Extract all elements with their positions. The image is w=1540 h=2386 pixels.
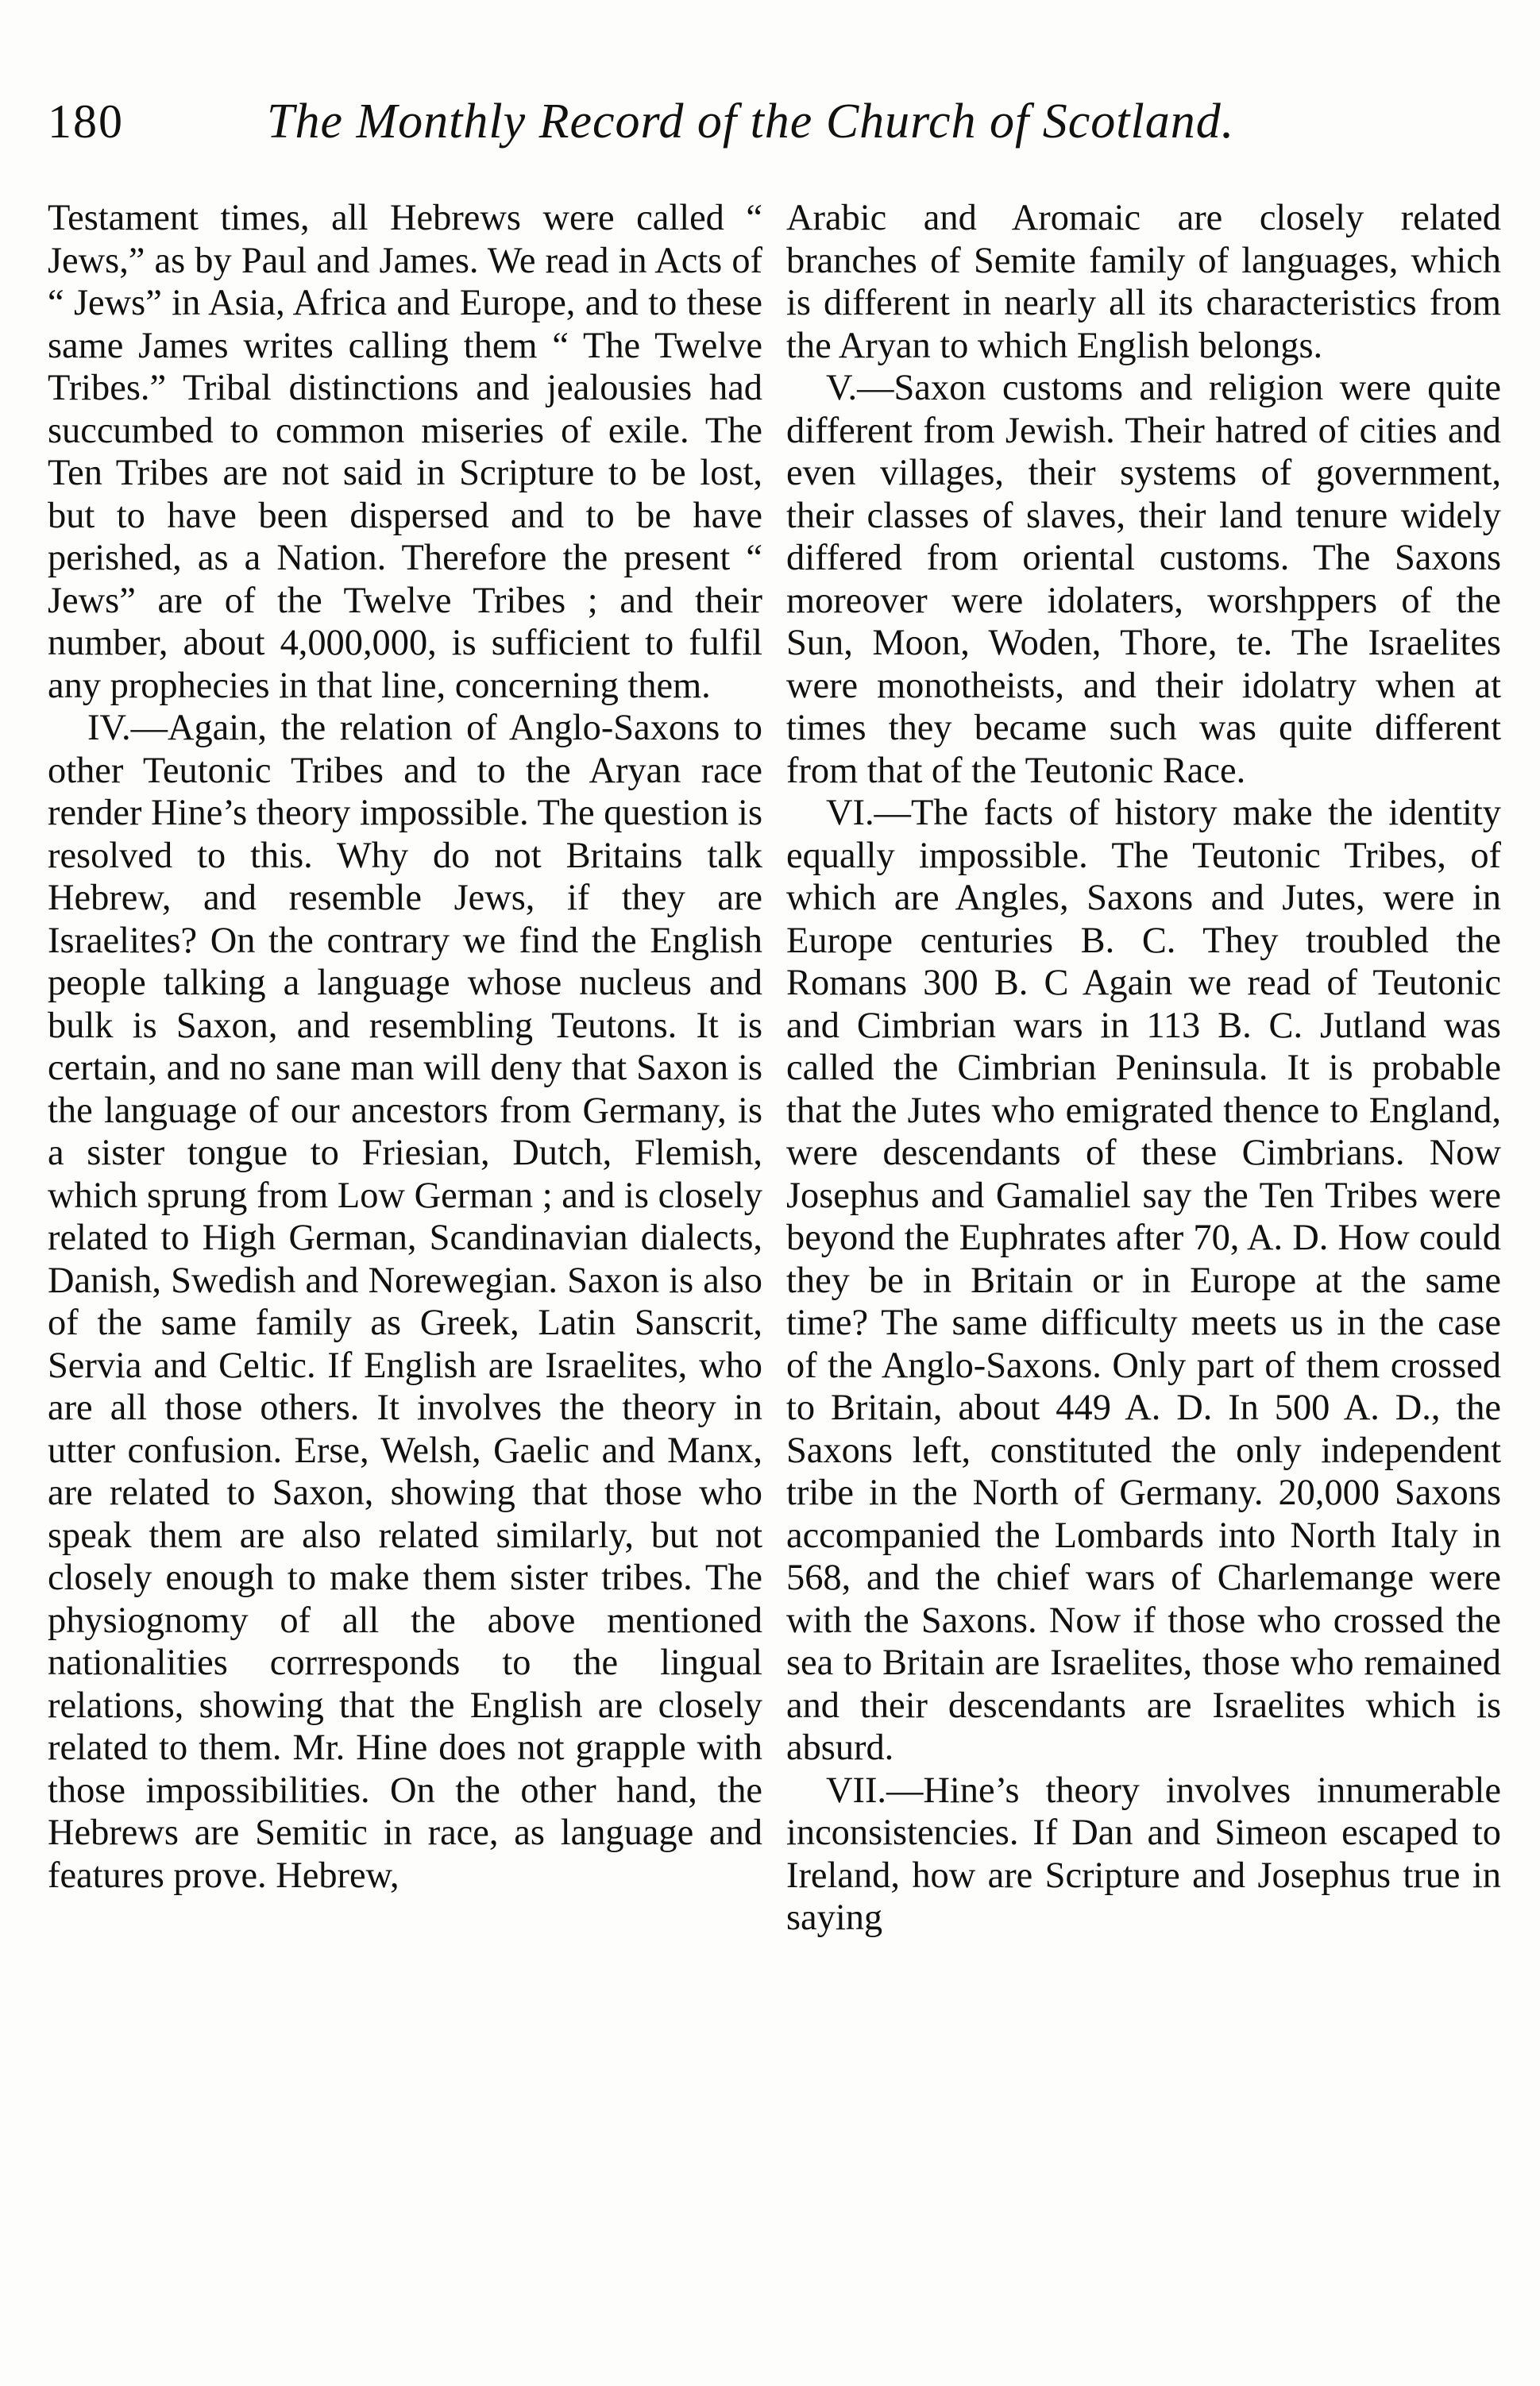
paragraph-right-2: V.—Saxon customs and religion were quite different from Jewish. Their hatred of cities and even villages, their systems of government, their classes of slaves, their land tenure widely differed from oriental customs. The Saxons moreover were idolaters, worshppers of the Sun, Moon, Woden, Thore, te. The Israelites were monotheists, and their idolatry when at times they became such was quite different from that of the Teutonic Race. xyxy=(786,368,1501,791)
paragraph-left-1: Testament times, all Hebrews were called “ Jews,” as by Paul and James. We read in Acts of “ Jews” in Asia, Africa and Europe, and to these same James writes calling them “ The Twelve Tribes.” Tribal distinctions and jealousies had succumbed to common miseries of exile. The Ten Tribes are not said in Scripture to be lost, but to have been dispersed and to be have perished, as a Nation. Therefore the present “ Jews” are of the Twelve Tribes ; and their number, about 4,000,000, is sufficient to fulfil any prophecies in that line, concerning them. xyxy=(48,198,762,706)
page-header xyxy=(48,94,1461,157)
paragraph-right-1: Arabic and Aromaic are closely related branches of Semite family of languages, which is different in nearly all its characteristics from the Aryan to which English belongs. xyxy=(786,198,1501,366)
running-title: The Monthly Record of the Church of Scotland. xyxy=(267,95,1235,149)
paragraph-right-4: VII.—Hine’s theory involves innumerable inconsistencies. If Dan and Simeon escaped to Ireland, how are Scripture and Josephus true in saying xyxy=(786,1770,1501,1938)
page-number: 180 xyxy=(48,95,124,148)
paragraph-left-2: IV.—Again, the relation of Anglo-Saxons to other Teutonic Tribes and to the Aryan race render Hine’s theory impossible. The question is resolved to this. Why do not Britains talk Hebrew, and resemble Jews, if they are Israelites? On the contrary we find the English people talking a language whose nucleus and bulk is Saxon, and resembling Teutons. It is certain, and no sane man will deny that Saxon is the language of our ancestors from Germany, is a sister tongue to Friesian, Dutch, Flemish, which sprung from Low German ; and is closely related to High German, Scandinavian dialects, Danish, Swedish and Norewegian. Saxon is also of the same family as Greek, Latin Sanscrit, Servia and Celtic. If English are Israelites, who are all those others. It involves the theory in utter confusion. Erse, Welsh, Gaelic and Manx, are related to Saxon, showing that those who speak them are also related similarly, but not closely enough to make them sister tribes. The physiognomy of all the above mentioned nationalities corrresponds to the lingual relations, showing that the English are closely related to them. Mr. Hine does not grapple with those impossibilities. On the other hand, the Hebrews are Semitic in race, as language and features prove. Hebrew, xyxy=(48,708,762,1896)
left-column xyxy=(48,197,762,2326)
paragraph-right-3: VI.—The facts of history make the identity equally impossible. The Teutonic Tribes, of which are Angles, Saxons and Jutes, were in Europe centuries B. C. They troubled the Romans 300 B. C Again we read of Teutonic and Cimbrian wars in 113 B. C. Jutland was called the Cimbrian Peninsula. It is probable that the Jutes who emigrated thence to England, were descendants of these Cimbrians. Now Josephus and Gamaliel say the Ten Tribes were beyond the Euphrates after 70, A. D. How could they be in Britain or in Europe at the same time? The same difficulty meets us in the case of the Anglo-Saxons. Only part of them crossed to Britain, about 449 A. D. In 500 A. D., the Saxons left, constituted the only independent tribe in the North of Germany. 20,000 Saxons accompanied the Lombards into North Italy in 568, and the chief wars of Charlemange were with the Saxons. Now if those who crossed the sea to Britain are Israelites, those who remained and their descendants are Israelites which is absurd. xyxy=(786,793,1501,1768)
right-column xyxy=(786,197,1501,2326)
